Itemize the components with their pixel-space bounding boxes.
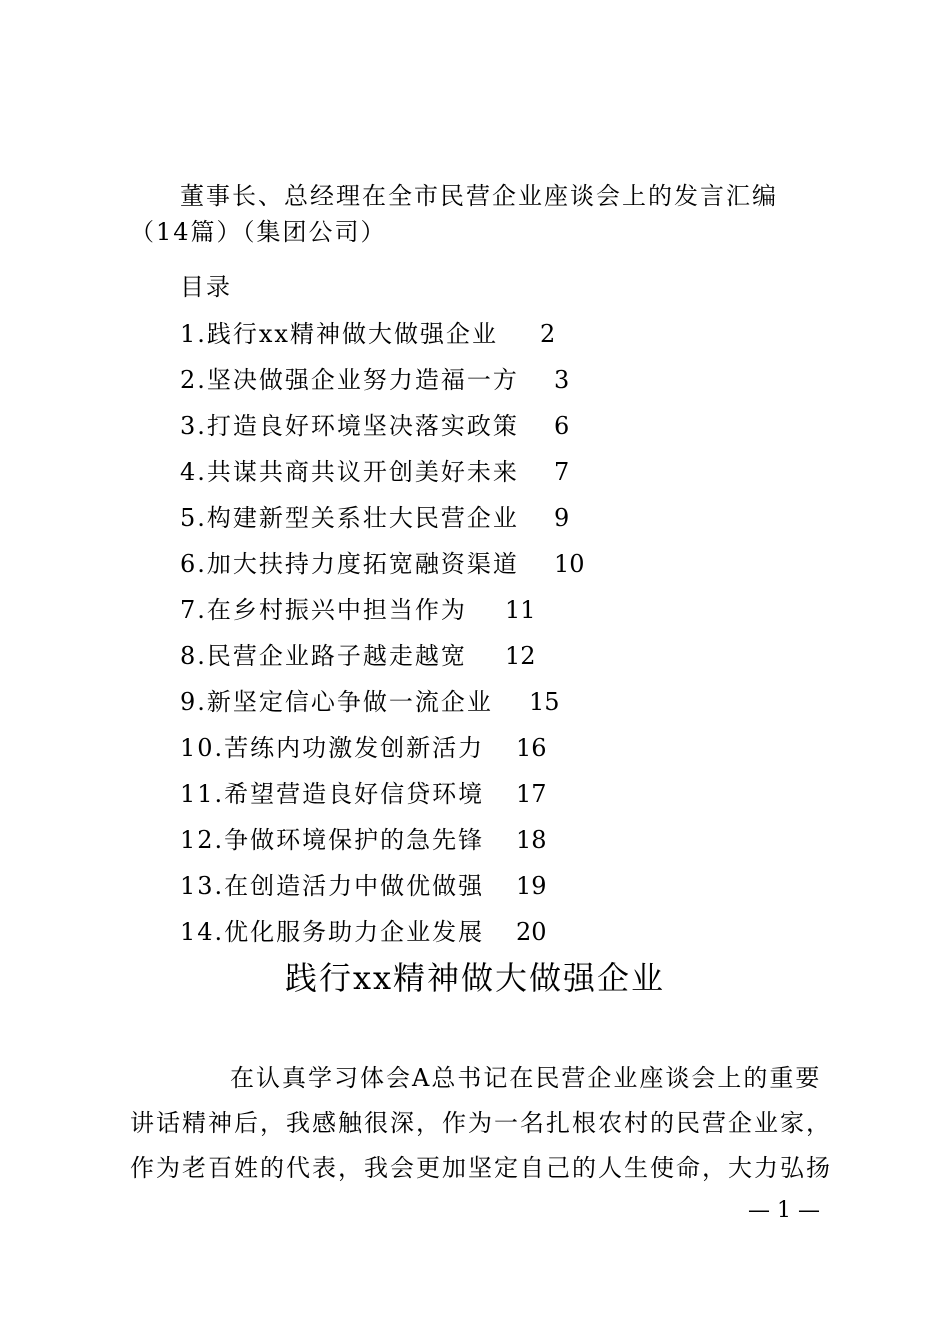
toc-item-label: 1.践行xx精神做大做强企业: [180, 320, 498, 348]
toc-item-label: 4.共谋共商共议开创美好未来: [180, 458, 519, 486]
toc-item: [180, 685, 560, 719]
toc-item: [180, 317, 556, 351]
toc-item-label: 13.在创造活力中做优做强: [180, 872, 485, 900]
toc-item-label: 8.民营企业路子越走越宽: [180, 642, 467, 670]
toc-item: [180, 639, 536, 673]
toc-item-page: 9: [554, 504, 570, 532]
toc-item: [180, 593, 536, 627]
toc-item-page: 3: [554, 366, 570, 394]
toc-item-label: 14.优化服务助力企业发展: [180, 918, 485, 946]
toc-item: [180, 915, 547, 949]
body-line: 在认真学习体会A总书记在民营企业座谈会上的重要: [230, 1064, 822, 1092]
toc-item: [180, 409, 570, 443]
page-number: — 1 —: [748, 1198, 820, 1223]
toc-item: [180, 455, 570, 489]
toc-item-label: 7.在乡村振兴中担当作为: [180, 596, 467, 624]
toc-item-page: 15: [529, 688, 560, 716]
toc-item-page: 17: [516, 780, 547, 808]
toc-item-label: 5.构建新型关系壮大民营企业: [180, 504, 519, 532]
toc-item: [180, 731, 547, 765]
toc-item-page: 20: [516, 918, 547, 946]
toc-item-page: 18: [516, 826, 547, 854]
toc-item: [180, 777, 547, 811]
toc-item-page: 12: [505, 642, 536, 670]
body-paragraph: [130, 1056, 832, 1191]
toc-item-label: 10.苦练内功激发创新活力: [180, 734, 485, 762]
toc-item-label: 6.加大扶持力度拓宽融资渠道: [180, 550, 519, 578]
toc-item-page: 10: [554, 550, 585, 578]
toc-item-page: 11: [505, 596, 536, 624]
body-line: 作为老百姓的代表，我会更加坚定自己的人生使命，大力弘扬: [130, 1154, 832, 1182]
toc-item-page: 2: [540, 320, 556, 348]
toc-item: [180, 363, 570, 397]
toc-item-label: 12.争做环境保护的急先锋: [180, 826, 485, 854]
document-title: 董事长、总经理在全市民营企业座谈会上的发言汇编（14篇）（集团公司）: [130, 182, 778, 246]
toc-heading: 目录: [180, 273, 232, 301]
toc-item-label: 11.希望营造良好信贷环境: [180, 780, 485, 808]
toc-item: [180, 869, 547, 903]
toc-item-label: 3.打造良好环境坚决落实政策: [180, 412, 519, 440]
toc-item-page: 6: [554, 412, 570, 440]
body-line: 讲话精神后，我感触很深，作为一名扎根农村的民营企业家，: [130, 1109, 832, 1137]
toc-item: [180, 823, 547, 857]
toc-item-page: 16: [516, 734, 547, 762]
section-title: 践行xx精神做大做强企业: [284, 959, 666, 997]
toc-item-page: 7: [554, 458, 570, 486]
toc-item-page: 19: [516, 872, 547, 900]
toc-item: [180, 501, 570, 535]
toc-item: [180, 547, 585, 581]
toc-item-label: 2.坚决做强企业努力造福一方: [180, 366, 519, 394]
toc-item-label: 9.新坚定信心争做一流企业: [180, 688, 493, 716]
